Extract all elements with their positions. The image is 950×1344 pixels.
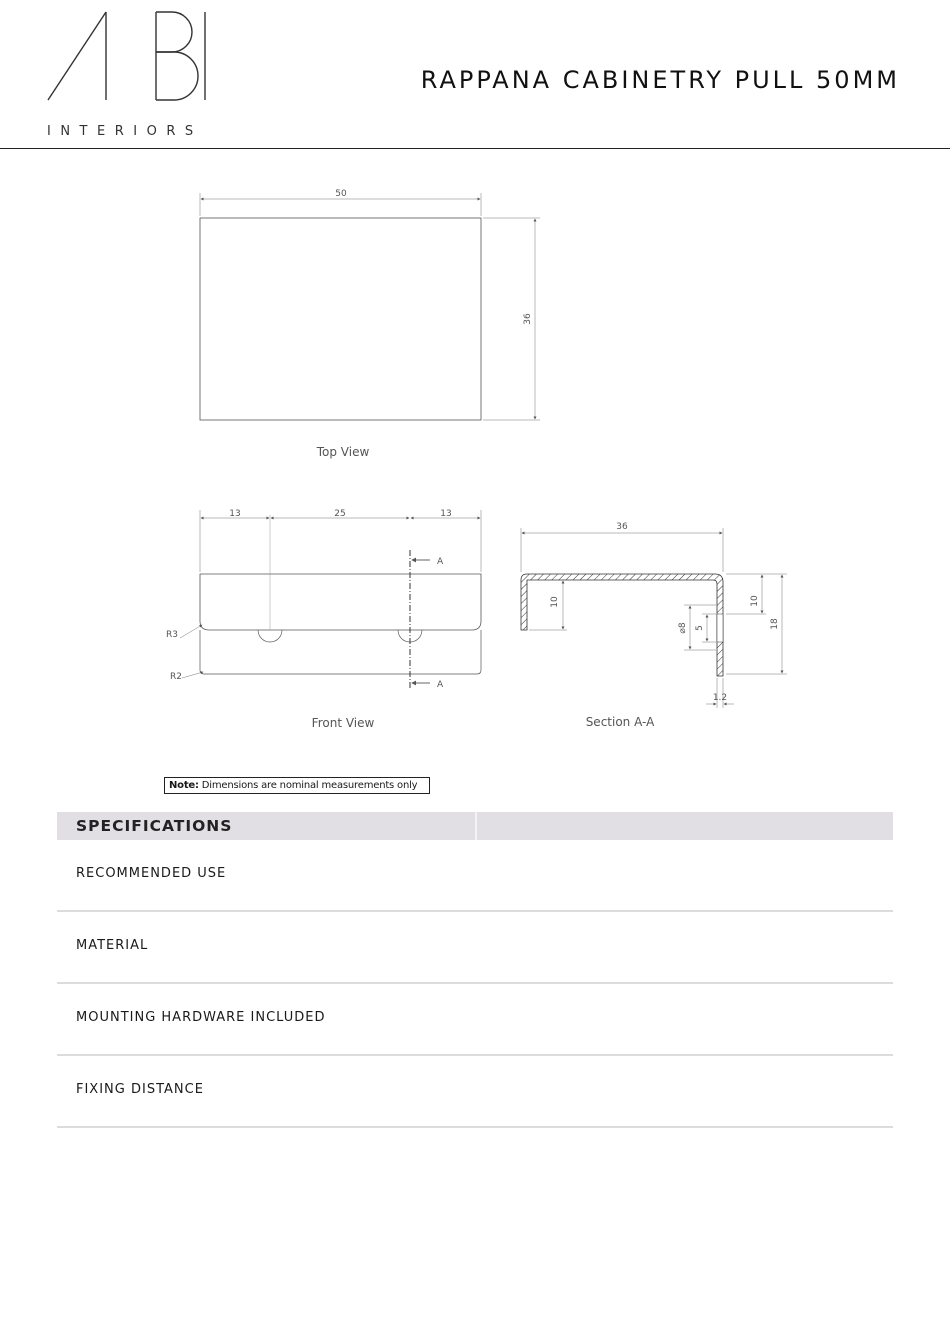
top-view: [200, 189, 540, 459]
section-inner-height-dim: 10: [550, 596, 560, 608]
brand-wordmark: INTERIORS: [47, 124, 203, 139]
radius-lower-label: R2: [170, 672, 182, 682]
note-prefix: Note:: [169, 780, 199, 791]
front-dim-right: 13: [440, 509, 452, 519]
document-title: RAPPANA CABINETRY PULL 50MM: [420, 66, 900, 94]
top-view-height-dim: 36: [523, 313, 533, 325]
front-dim-center: 25: [334, 509, 346, 519]
note-text: Dimensions are nominal measurements only: [198, 780, 418, 791]
spec-label: FIXING DISTANCE: [76, 1082, 204, 1097]
section-view: [521, 522, 787, 729]
front-view: [166, 509, 481, 730]
front-dim-left: 13: [229, 509, 241, 519]
spec-row-material: [57, 912, 893, 984]
specifications-title: SPECIFICATIONS: [76, 817, 233, 835]
section-thickness-dim: 1.2: [712, 693, 728, 703]
spec-row-fixing-distance: [57, 1056, 893, 1128]
spec-label: RECOMMENDED USE: [76, 866, 227, 881]
spec-header-divider: [475, 812, 477, 840]
section-total-height-dim: 18: [770, 618, 780, 630]
front-view-label: Front View: [311, 716, 375, 730]
dimensions-note: [164, 777, 430, 794]
spec-label: MATERIAL: [76, 938, 149, 953]
section-marker-bottom: A: [437, 680, 444, 690]
section-depth-dim: 36: [616, 522, 628, 532]
spec-label: MOUNTING HARDWARE INCLUDED: [76, 1010, 326, 1025]
section-view-label: Section A-A: [585, 715, 655, 729]
top-view-label: Top View: [316, 445, 370, 459]
specifications-header: [57, 812, 893, 840]
section-hole-offset-dim: 5: [695, 625, 705, 631]
section-marker-top: A: [437, 557, 444, 567]
spec-row-recommended-use: [57, 840, 893, 912]
section-outer-height-dim: 10: [750, 595, 760, 607]
section-hole-diameter-dim: ⌀8: [678, 622, 688, 634]
top-view-width-dim: 50: [335, 189, 347, 199]
radius-upper-label: R3: [166, 630, 178, 640]
spec-row-mounting-hardware: [57, 984, 893, 1056]
